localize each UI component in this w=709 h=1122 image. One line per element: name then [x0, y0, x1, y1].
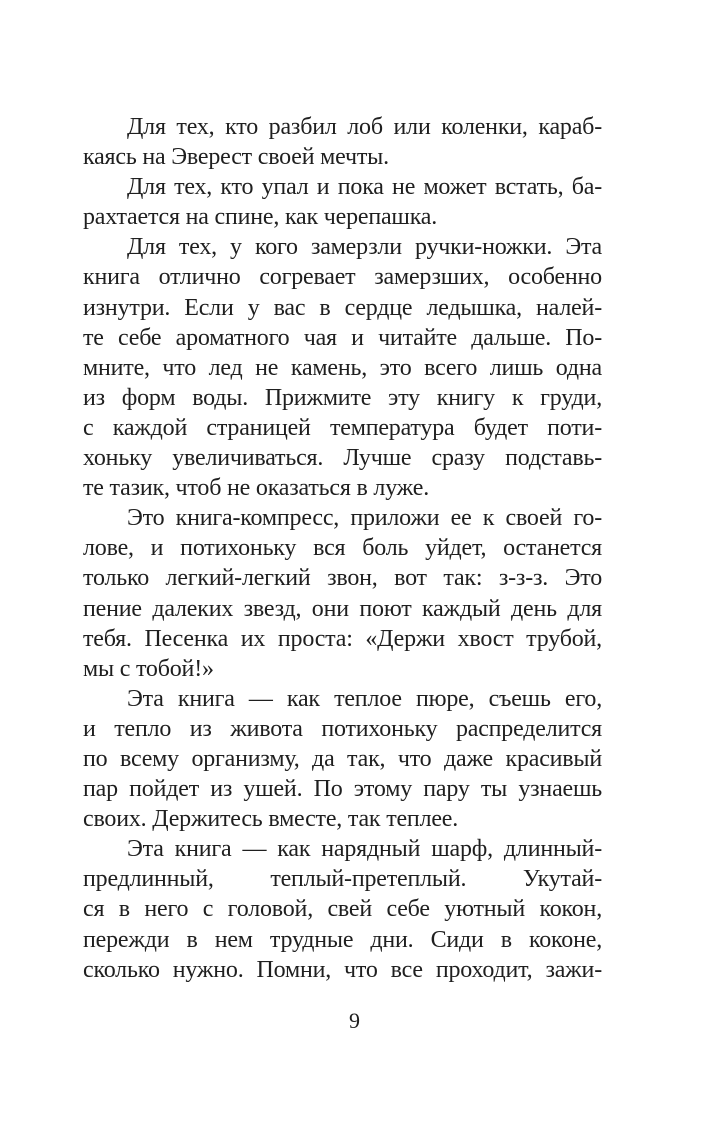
text-line: тебя. Песенка их проста: «Держи хвост трубой,: [83, 625, 602, 652]
text-line: сколько нужно. Помни, что все проходит, зажи-: [83, 956, 602, 983]
text-line: мните, что лед не камень, это всего лишь одна: [83, 354, 602, 381]
text-line: каясь на Эверест своей мечты.: [83, 144, 389, 171]
text-line: Эта книга — как нарядный шарф, длинный-: [127, 836, 602, 863]
text-line: Эта книга — как теплое пюре, съешь его,: [127, 685, 602, 712]
text-line: лове, и потихоньку вся боль уйдет, останется: [83, 535, 602, 562]
text-line: и тепло из живота потихоньку распределится: [83, 715, 602, 742]
text-line: из форм воды. Прижмите эту книгу к груди,: [83, 384, 602, 411]
text-line: пар пойдет из ушей. По этому пару ты узнаешь: [83, 776, 602, 803]
text-line: те себе ароматного чая и читайте дальше. По-: [83, 324, 602, 351]
body-text: [83, 112, 602, 985]
text-line: те тазик, чтоб не оказаться в луже.: [83, 475, 430, 502]
text-line: только легкий-легкий звон, вот так: з-з-з. Это: [83, 565, 602, 592]
paragraph: [83, 112, 602, 172]
text-line: предлинный, теплый-претеплый. Укутай-: [83, 866, 602, 893]
text-line: по всему организму, да так, что даже красивый: [83, 745, 602, 772]
paragraph: [83, 172, 602, 232]
paragraph: [83, 684, 602, 834]
text-line: пение далеких звезд, они поют каждый день для: [83, 595, 602, 622]
text-line: Для тех, у кого замерзли ручки-ножки. Эта: [127, 234, 602, 261]
text-line: Для тех, кто разбил лоб или коленки, караб-: [127, 114, 602, 140]
paragraph: [83, 834, 602, 984]
text-line: книга отлично согревает замерзших, особенно: [83, 264, 602, 291]
text-line: пережди в нем трудные дни. Сиди в коконе,: [83, 926, 602, 953]
text-line: мы с тобой!»: [83, 655, 214, 682]
paragraph: [83, 503, 602, 684]
text-line: Это книга-компресс, приложи ее к своей го-: [127, 505, 602, 532]
text-line: Для тех, кто упал и пока не может встать, ба-: [127, 174, 602, 201]
text-line: своих. Держитесь вместе, так теплее.: [83, 806, 459, 833]
text-line: ся в него с головой, свей себе уютный кокон,: [83, 896, 602, 923]
text-line: с каждой страницей температура будет поти-: [83, 414, 602, 441]
text-line: рахтается на спине, как черепашка.: [83, 204, 438, 231]
text-line: изнутри. Если у вас в сердце ледышка, налей-: [83, 294, 602, 321]
page-number: 9: [349, 1008, 360, 1033]
paragraph: [83, 232, 602, 503]
text-line: хоньку увеличиваться. Лучше сразу подставь-: [83, 445, 602, 472]
